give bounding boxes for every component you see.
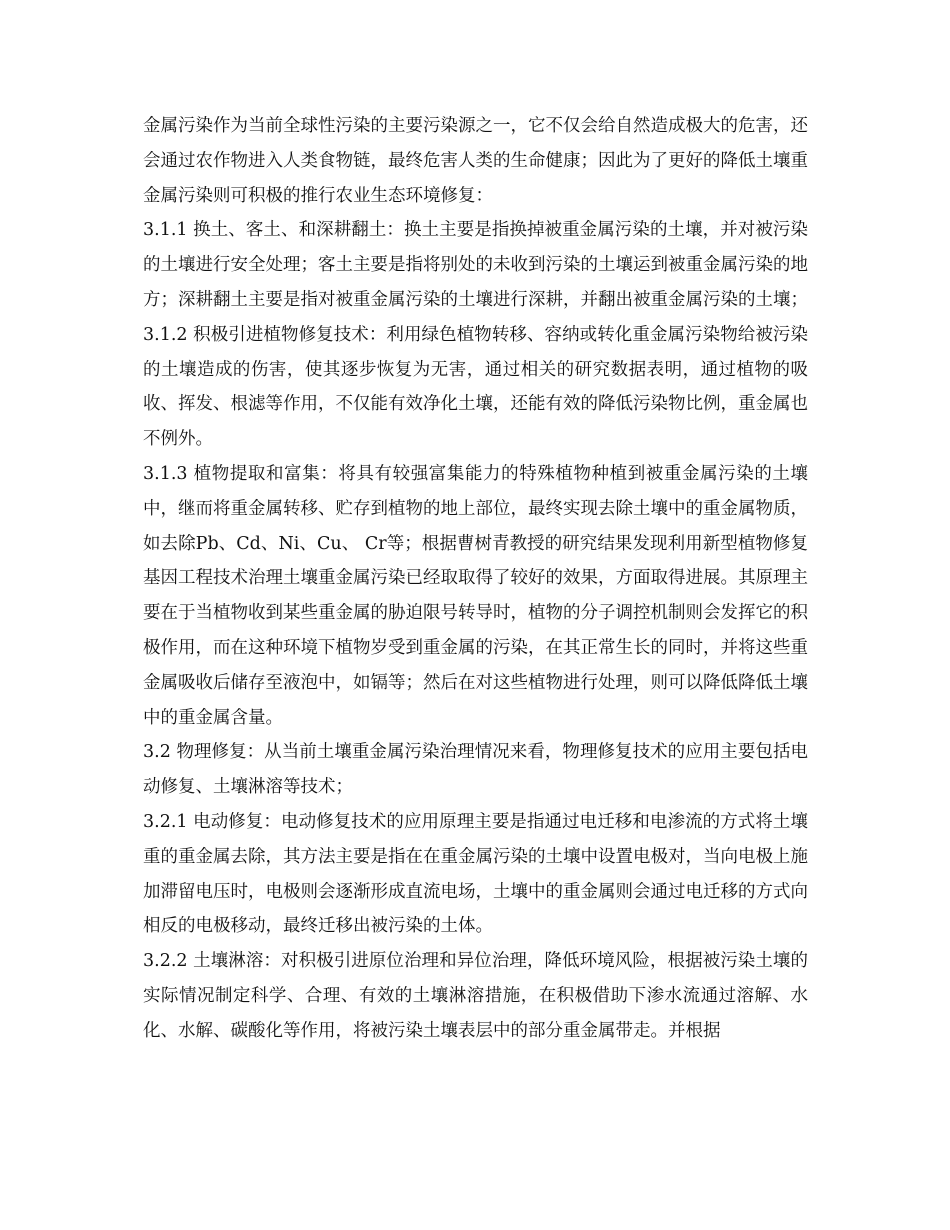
- paragraph-3-2-2: 3.2.2 土壤淋溶：对积极引进原位治理和异位治理，降低环境风险，根据被污染土壤的实际情况制定科学、合理、有效的土壤淋溶措施，在积极借助下渗水流通过溶解、水化、水解、碳酸化等作用，将被污染土壤表层中的部分重金属带走。并根据: [143, 951, 808, 1041]
- document-body: [143, 109, 808, 1049]
- paragraph-intro: 金属污染作为当前全球性污染的主要污染源之一，它不仅会给自然造成极大的危害，还会通过农作物进入人类食物链，最终危害人类的生命健康；因此为了更好的降低土壤重金属污染则可积极的推行农业生态环境修复：: [143, 116, 808, 206]
- paragraph-3-1-3: 3.1.3 植物提取和富集：将具有较强富集能力的特殊植物种植到被重金属污染的土壤中，继而将重金属转移、贮存到植物的地上部位，最终实现去除土壤中的重金属物质，如去除Pb、Cd、Ni、Cu、 Cr等；根据曹树青教授的研究结果发现利用新型植物修复基因工程技术治理土壤重金属污染已经取取得了较好的效果，方面取得进展。其原理主要在于当植物收到某些重金属的胁迫限号转导时，植物的分子调控机制则会发挥它的积极作用，而在这种环境下植物岁受到重金属的污染，在其正常生长的同时，并将这些重金属吸收后储存至液泡中，如镉等；然后在对这些植物进行处理，则可以降低降低土壤中的重金属含量。: [143, 463, 808, 728]
- paragraph-3-2-1: 3.2.1 电动修复：电动修复技术的应用原理主要是指通过电迁移和电渗流的方式将土壤重的重金属去除，其方法主要是指在在重金属污染的土壤中设置电极对，当向电极上施加滞留电压时，电极则会逐渐形成直流电场，土壤中的重金属则会通过电迁移的方式向相反的电极移动，最终迁移出被污染的土体。: [143, 811, 808, 937]
- paragraph-3-1-2: 3.1.2 积极引进植物修复技术：利用绿色植物转移、容纳或转化重金属污染物给被污染的土壤造成的伤害，使其逐步恢复为无害，通过相关的研究数据表明，通过植物的吸收、挥发、根滤等作用，不仅能有效净化土壤，还能有效的降低污染物比例，重金属也不例外。: [143, 324, 808, 450]
- paragraph-3-1-1: 3.1.1 换土、客土、和深耕翻土：换土主要是指换掉被重金属污染的土壤，并对被污染的土壤进行安全处理；客土主要是指将别处的未收到污染的土壤运到被重金属污染的地方；深耕翻土主要是指对被重金属污染的土壤进行深耕，并翻出被重金属污染的土壤；: [143, 220, 808, 310]
- paragraph-3-2: 3.2 物理修复：从当前土壤重金属污染治理情况来看，物理修复技术的应用主要包括电动修复、土壤淋溶等技术；: [143, 742, 808, 798]
